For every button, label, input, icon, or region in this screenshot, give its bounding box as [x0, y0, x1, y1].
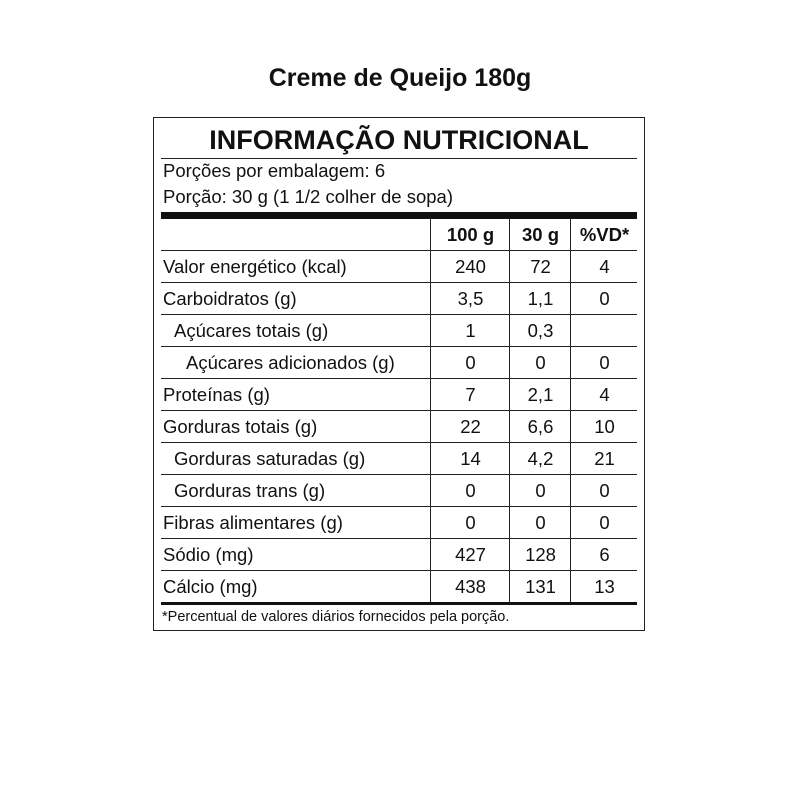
value-per-portion: 131 — [509, 571, 571, 602]
value-per-portion: 6,6 — [509, 411, 571, 442]
nutrition-heading: INFORMAÇÃO NUTRICIONAL — [161, 122, 637, 159]
table-row — [161, 379, 637, 411]
value-per-portion: 2,1 — [509, 379, 571, 410]
value-per-100g: 0 — [430, 507, 510, 538]
value-per-portion: 4,2 — [509, 443, 571, 474]
value-per-portion: 0 — [509, 507, 571, 538]
value-daily-percent — [570, 315, 638, 346]
value-daily-percent: 0 — [570, 347, 638, 378]
value-per-portion: 0,3 — [509, 315, 571, 346]
nutrient-name: Açúcares totais (g) — [174, 320, 329, 341]
value-daily-percent: 0 — [570, 475, 638, 506]
table-row — [161, 411, 637, 443]
value-per-100g: 14 — [430, 443, 510, 474]
nutrient-name: Fibras alimentares (g) — [163, 512, 343, 533]
footnote: *Percentual de valores diários fornecidos pela porção. — [162, 609, 510, 625]
servings-per-package: Porções por embalagem: 6 — [163, 160, 386, 181]
header-per-100g: 100 g — [430, 219, 510, 250]
value-daily-percent: 0 — [570, 507, 638, 538]
table-row — [161, 443, 637, 475]
nutrient-name: Açúcares adicionados (g) — [186, 352, 395, 373]
value-daily-percent: 4 — [570, 251, 638, 282]
value-per-portion: 1,1 — [509, 283, 571, 314]
table-row — [161, 283, 637, 315]
table-row — [161, 507, 637, 539]
nutrient-name: Gorduras saturadas (g) — [174, 448, 366, 469]
value-per-100g: 1 — [430, 315, 510, 346]
value-daily-percent: 10 — [570, 411, 638, 442]
value-per-portion: 128 — [509, 539, 571, 570]
value-per-100g: 0 — [430, 475, 510, 506]
value-per-100g: 438 — [430, 571, 510, 602]
nutrient-name: Proteínas (g) — [163, 384, 270, 405]
table-header-row — [161, 219, 637, 251]
value-per-portion: 0 — [509, 475, 571, 506]
value-per-portion: 72 — [509, 251, 571, 282]
value-per-100g: 427 — [430, 539, 510, 570]
table-row — [161, 571, 637, 603]
bottom-divider — [161, 602, 637, 605]
value-per-100g: 22 — [430, 411, 510, 442]
nutrient-name: Sódio (mg) — [163, 544, 254, 565]
value-daily-percent: 13 — [570, 571, 638, 602]
nutrition-facts-label — [153, 117, 645, 631]
table-row — [161, 315, 637, 347]
thick-divider — [161, 212, 637, 219]
table-row — [161, 539, 637, 571]
nutrient-name: Gorduras trans (g) — [174, 480, 326, 501]
value-daily-percent: 21 — [570, 443, 638, 474]
value-daily-percent: 6 — [570, 539, 638, 570]
table-row — [161, 251, 637, 283]
table-row — [161, 347, 637, 379]
value-per-100g: 240 — [430, 251, 510, 282]
header-per-portion: 30 g — [509, 219, 571, 250]
nutrient-name: Cálcio (mg) — [163, 576, 258, 597]
product-title: Creme de Queijo 180g — [268, 64, 532, 92]
nutrient-name: Gorduras totais (g) — [163, 416, 318, 437]
header-daily-value: %VD* — [570, 219, 638, 250]
value-daily-percent: 4 — [570, 379, 638, 410]
table-row — [161, 475, 637, 507]
nutrition-table — [161, 219, 637, 603]
serving-size: Porção: 30 g (1 1/2 colher de sopa) — [163, 186, 454, 207]
nutrient-name: Carboidratos (g) — [163, 288, 297, 309]
value-per-100g: 7 — [430, 379, 510, 410]
nutrient-name: Valor energético (kcal) — [163, 256, 347, 277]
value-per-portion: 0 — [509, 347, 571, 378]
value-daily-percent: 0 — [570, 283, 638, 314]
value-per-100g: 3,5 — [430, 283, 510, 314]
value-per-100g: 0 — [430, 347, 510, 378]
